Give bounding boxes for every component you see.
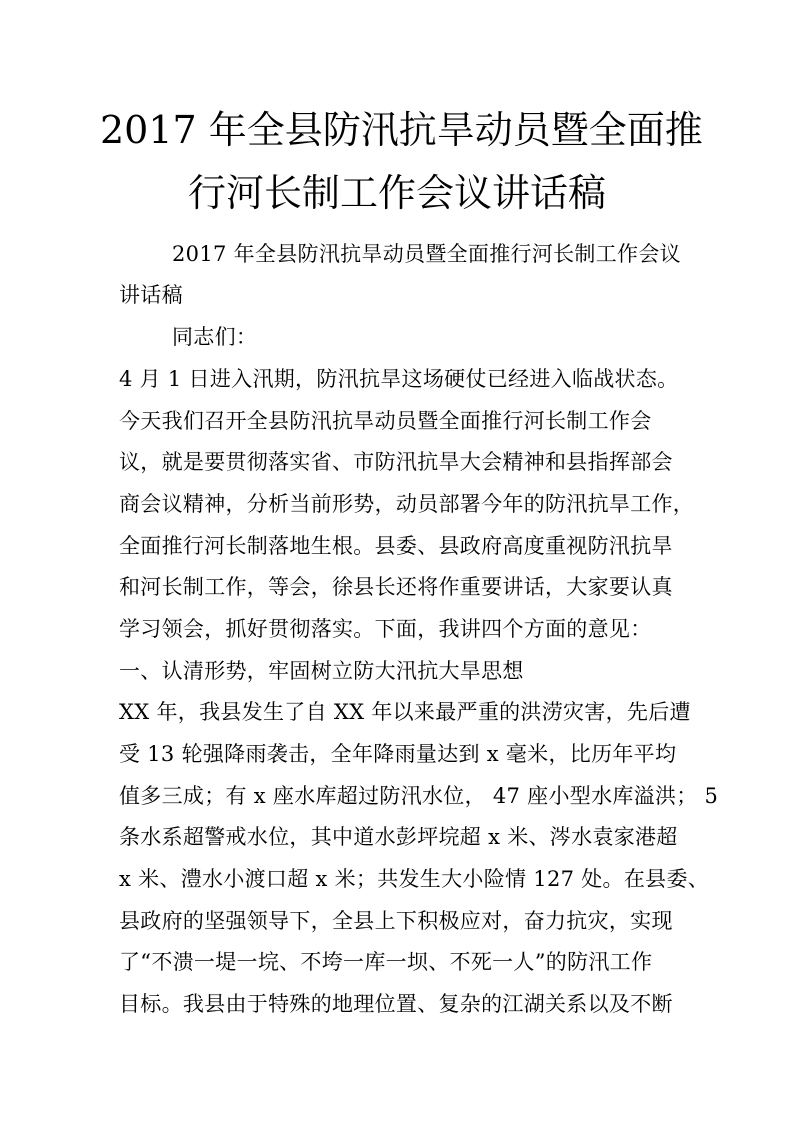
body-line: 2017 年全县防汛抗旱动员暨全面推行河长制工作会议 (172, 242, 681, 266)
body-line: 和河长制工作，等会，徐县长还将作重要讲话，大家要认真 (119, 575, 673, 599)
body-line: 全面推行河长制落地生根。县委、县政府高度重视防汛抗旱 (119, 534, 673, 558)
body-line: 讲话稿 (119, 283, 183, 307)
body-line: 4 月 1 日进入汛期，防汛抗旱这场硬仗已经进入临战状态。 (119, 367, 679, 391)
body-line: 县政府的坚强领导下，全县上下积极应对，奋力抗灾，实现 (119, 909, 673, 933)
body-line: 受 13 轮强降雨袭击，全年降雨量达到 x 毫米，比历年平均 (119, 742, 677, 766)
section-heading: 一、认清形势，牢固树立防大汛抗大旱思想 (119, 659, 524, 683)
body-line: 议，就是要贯彻落实省、市防汛抗旱大会精神和县指挥部会 (119, 450, 673, 474)
body-line: 了“不溃一堤一垸、不垮一库一坝、不死一人”的防汛工作 (119, 950, 653, 974)
body-line: 商会议精神，分析当前形势，动员部署今年的防汛抗旱工作， (119, 492, 695, 516)
body-line: x 米、澧水小渡口超 x 米；共发生大小险情 127 处。在县委、 (119, 867, 710, 891)
body-line: 目标。我县由于特殊的地理位置、复杂的江湖关系以及不断 (119, 992, 673, 1016)
body-line: 条水系超警戒水位，其中道水彭坪垸超 x 米、涔水袁家港超 (119, 825, 678, 849)
body-line: 学习领会，抓好贯彻落实。下面，我讲四个方面的意见： (119, 617, 652, 641)
body-line: 同志们： (172, 325, 258, 349)
document-title-line-2: 行河长制工作会议讲话稿 (187, 171, 606, 215)
body-line: XX 年，我县发生了自 XX 年以来最严重的洪涝灾害，先后遭 (119, 700, 691, 724)
document-title-line-1: 2017 年全县防汛抗旱动员暨全面推 (100, 108, 703, 152)
body-line: 今天我们召开全县防汛抗旱动员暨全面推行河长制工作会 (119, 409, 652, 433)
body-line: 值多三成；有 x 座水库超过防汛水位， 47 座小型水库溢洪； 5 (119, 784, 719, 808)
